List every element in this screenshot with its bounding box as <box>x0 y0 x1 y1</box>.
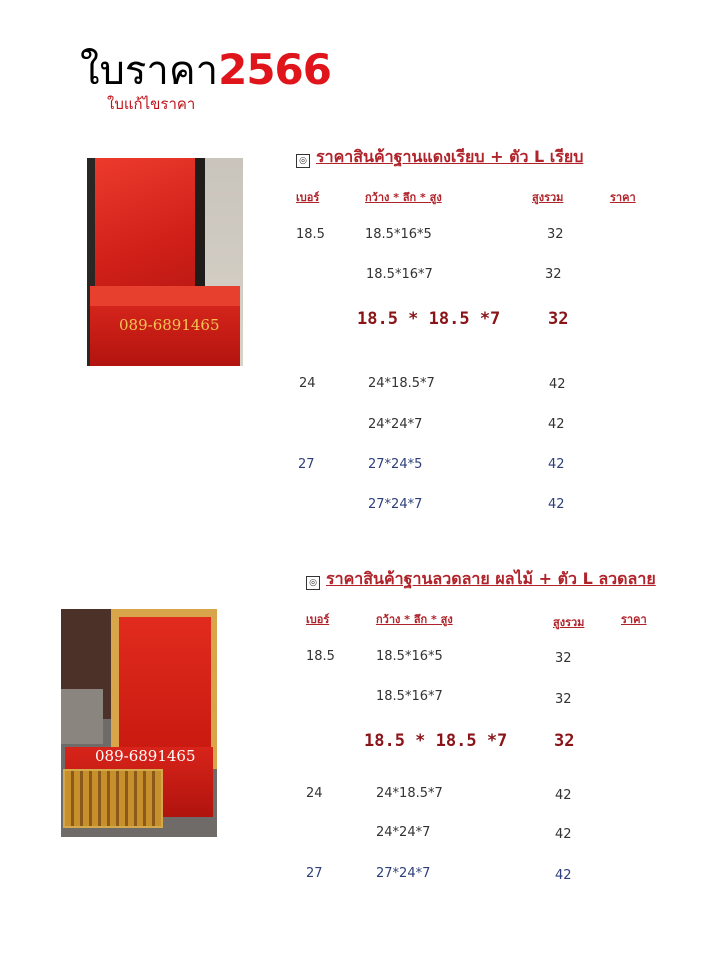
column-header-total-height: สูงรวม <box>532 191 564 204</box>
target-icon: ◎ <box>306 576 320 590</box>
column-header-price: ราคา <box>621 613 647 626</box>
title-text: ใบราคา <box>80 48 219 94</box>
column-header-price: ราคา <box>610 191 636 204</box>
cell-total-height: 32 <box>555 651 572 666</box>
phone-watermark: 089-6891465 <box>95 747 196 765</box>
cell-size: 18.5 <box>296 227 325 242</box>
cell-total-height: 32 <box>545 267 562 282</box>
cell-dimensions: 18.5*16*5 <box>376 649 443 664</box>
cell-dimensions: 24*24*7 <box>376 825 431 840</box>
column-header-size: เบอร์ <box>306 613 330 626</box>
cell-total-height: 42 <box>548 497 565 512</box>
cell-total-height: 42 <box>555 868 572 883</box>
section-heading: ◎ ราคาสินค้าฐานลวดลาย ผลไม้ + ตัว L ลวดลาย <box>306 567 656 592</box>
cell-total-height: 42 <box>555 827 572 842</box>
cell-dimensions: 18.5*16*5 <box>365 227 432 242</box>
column-header-dimensions: กว้าง * ลึก * สูง <box>365 191 442 204</box>
cell-size: 24 <box>299 376 316 391</box>
cell-dimensions-highlight: 18.5 * 18.5 *7 <box>357 309 501 329</box>
cell-total-height: 42 <box>548 417 565 432</box>
column-header-total-height: สูงรวม <box>553 616 585 629</box>
cell-size: 24 <box>306 786 323 801</box>
cell-size: 27 <box>306 866 323 881</box>
cell-dimensions: 18.5*16*7 <box>376 689 443 704</box>
page-title <box>80 38 331 94</box>
title-year: 2566 <box>218 45 331 94</box>
cell-total-height: 32 <box>555 692 572 707</box>
cell-dimensions-highlight: 18.5 * 18.5 *7 <box>364 731 508 751</box>
target-icon: ◎ <box>296 154 310 168</box>
product-photo-patterned <box>61 609 217 837</box>
phone-watermark: 089-6891465 <box>119 316 220 334</box>
cell-total-height: 32 <box>547 227 564 242</box>
cell-dimensions: 27*24*7 <box>368 497 423 512</box>
cell-total-height-highlight: 32 <box>548 309 569 329</box>
cell-dimensions: 24*24*7 <box>368 417 423 432</box>
cell-dimensions: 24*18.5*7 <box>368 376 435 391</box>
cell-size: 18.5 <box>306 649 335 664</box>
cell-dimensions: 27*24*7 <box>376 866 431 881</box>
section-heading: ◎ ราคาสินค้าฐานแดงเรียบ + ตัว L เรียบ <box>296 145 583 170</box>
column-header-dimensions: กว้าง * ลึก * สูง <box>376 613 453 626</box>
cell-total-height: 42 <box>549 377 566 392</box>
product-photo-plain-red <box>87 158 243 366</box>
cell-size: 27 <box>298 457 315 472</box>
cell-dimensions: 27*24*5 <box>368 457 423 472</box>
column-header-size: เบอร์ <box>296 191 320 204</box>
cell-dimensions: 24*18.5*7 <box>376 786 443 801</box>
cell-total-height-highlight: 32 <box>554 731 575 751</box>
cell-dimensions: 18.5*16*7 <box>366 267 433 282</box>
cell-total-height: 42 <box>548 457 565 472</box>
cell-total-height: 42 <box>555 788 572 803</box>
subtitle: ใบแก้ไขราคา <box>107 95 196 113</box>
